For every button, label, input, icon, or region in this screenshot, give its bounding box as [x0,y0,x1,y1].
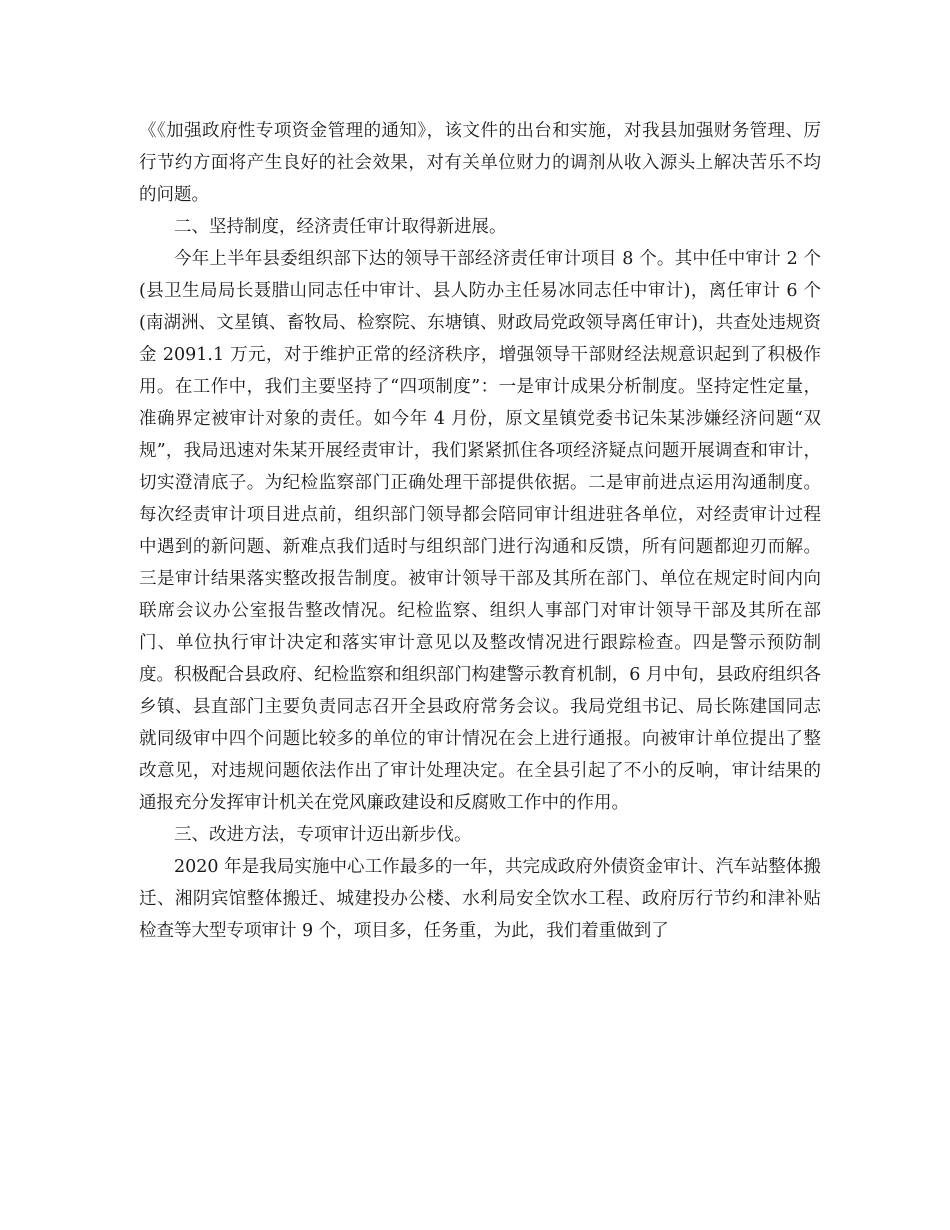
section-heading-three: 三、改进方法，专项审计迈出新步伐。 [174,825,472,845]
paragraph-intro-continuation: 《《加强政府性专项资金管理的通知》，该文件的出台和实施，对我县加强财务管理、厉行节约方面将产生良好的社会效果，对有关单位财力的调剂从收入源头上解决苦乐不均的问题。 [139,121,821,205]
section-heading-two: 二、坚持制度，经济责任审计取得新进展。 [174,217,507,237]
paragraph-economic-audit: 今年上半年县委组织部下达的领导干部经济责任审计项目 8 个。其中任中审计 2 个(县卫生局局长聂腊山同志任中审计、县人防办主任易冰同志任中审计)，离任审计 6 个(南湖洲、文星镇、畜牧局、检察院、东塘镇、财政局党政领导离任审计)，共查处违规资金 2091.1 万元，对于维护正常的经济秩序，增强领导干部财经法规意识起到了积极作用。在工作中，我们主要坚持了“四项制度”：一是审计成果分析制度。坚持定性定量，准确界定被审计对象的责任。如今年 4 月份，原文星镇党委书记朱某涉嫌经济问题“双规”，我局迅速对朱某开展经责审计，我们紧紧抓住各项经济疑点问题开展调查和审计，切实澄清底子。为纪检监察部门正确处理干部提供依据。二是审前进点运用沟通制度。每次经责审计项目进点前，组织部门领导都会陪同审计组进驻各单位，对经责审计过程中遇到的新问题、新难点我们适时与组织部门进行沟通和反馈，所有问题都迎刃而解。三是审计结果落实整改报告制度。被审计领导干部及其所在部门、单位在规定时间内向联席会议办公室报告整改情况。纪检监察、组织人事部门对审计领导干部及其所在部门、单位执行审计决定和落实审计意见以及整改情况进行跟踪检查。四是警示预防制度。积极配合县政府、纪检监察和组织部门构建警示教育机制，6 月中旬，县政府组织各乡镇、县直部门主要负责同志召开全县政府常务会议。我局党组书记、局长陈建国同志就同级审中四个问题比较多的单位的审计情况在会上进行通报。向被审计单位提出了整改意见，对违规问题依法作出了审计处理决定。在全县引起了不小的反响，审计结果的通报充分发挥审计机关在党风廉政建设和反腐败工作中的作用。 [139,249,821,813]
paragraph-special-audit: 2020 年是我局实施中心工作最多的一年，共完成政府外债资金审计、汽车站整体搬迁、湘阴宾馆整体搬迁、城建投办公楼、水利局安全饮水工程、政府厉行节约和津补贴检查等大型专项审计 9 个，项目多，任务重，为此，我们着重做到了 [139,857,821,941]
document-body [139,115,821,947]
